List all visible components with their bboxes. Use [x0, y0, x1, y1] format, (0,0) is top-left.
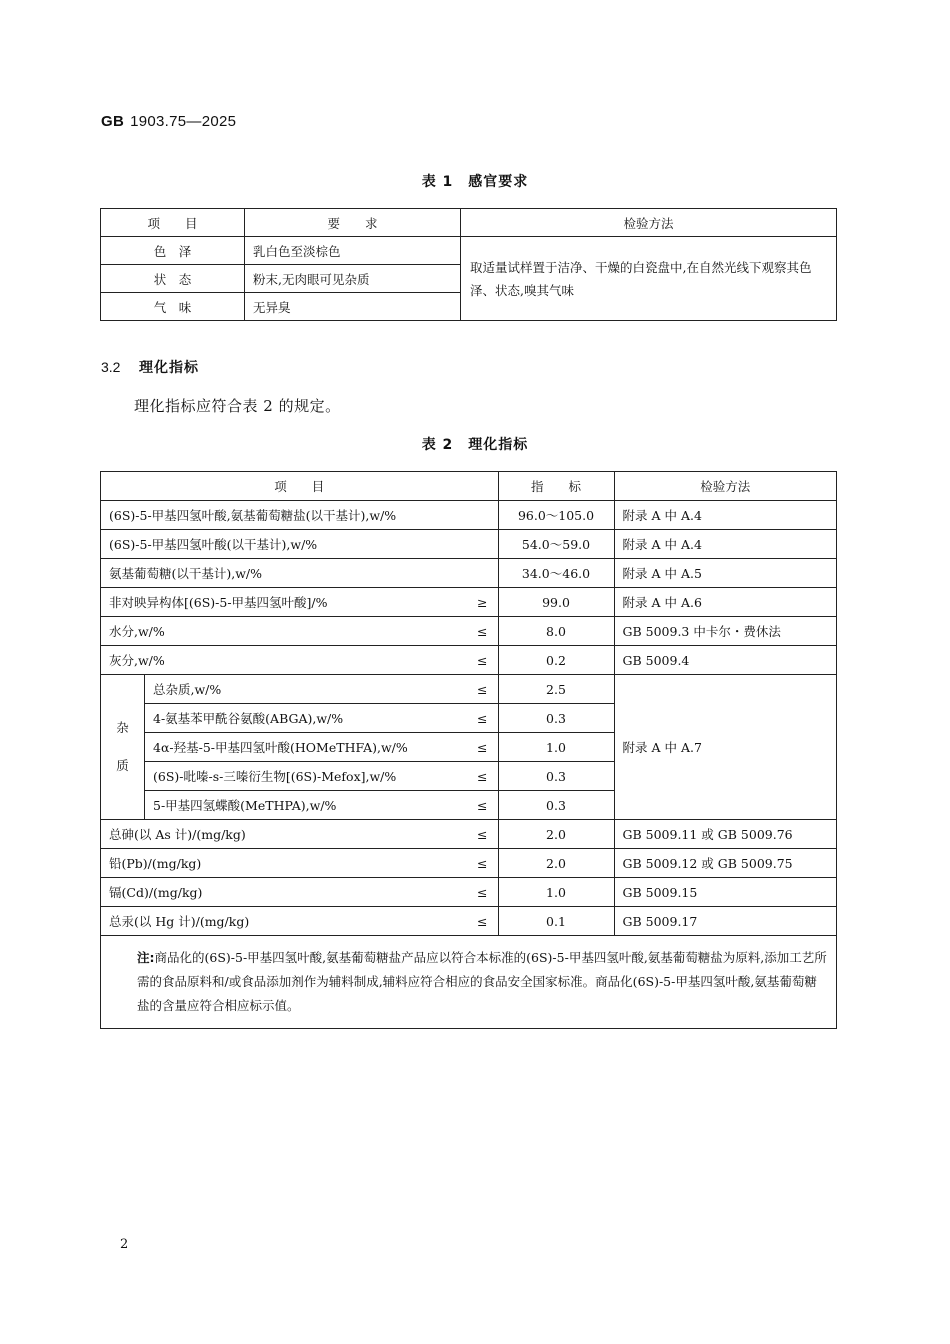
header-method: 检验方法	[614, 472, 837, 501]
note-label: 注:	[137, 950, 155, 965]
comparison-symbol: ≤	[464, 849, 499, 878]
comparison-symbol: ≤	[464, 907, 499, 936]
body-paragraph: 理化指标应符合表 2 的规定。	[134, 397, 341, 415]
comparison-symbol: ≤	[464, 675, 499, 704]
table-row	[101, 878, 837, 907]
row-item: 灰分,w/%	[101, 646, 464, 675]
note-text: 商品化的(6S)-5-甲基四氢叶酸,氨基葡萄糖盐产品应以符合本标准的(6S)-5-甲基四氢叶酸,氨基葡萄糖盐为原料,添加工艺所需的食品原料和/或食品添加剂作为辅料制成,辅料应符合相应的食品安全国家标准。商品化(6S)-5-甲基四氢叶酸,氨基葡萄糖盐的含量应符合相应标示值。	[137, 950, 827, 1013]
row-item: 镉(Cd)/(mg/kg)	[101, 878, 464, 907]
row-requirement: 无异臭	[245, 293, 461, 321]
row-value: 0.3	[498, 762, 614, 791]
section-heading	[101, 357, 199, 377]
header-item: 项 目	[101, 209, 245, 237]
comparison-symbol: ≤	[464, 617, 499, 646]
comparison-symbol: ≤	[464, 704, 499, 733]
table-row	[101, 588, 837, 617]
row-method: GB 5009.3 中卡尔・费休法	[614, 617, 837, 646]
row-item: 总汞(以 Hg 计)/(mg/kg)	[101, 907, 464, 936]
comparison-symbol: ≤	[464, 733, 499, 762]
table2-caption: 表 2 理化指标	[421, 437, 529, 453]
impurity-label-top: 杂	[116, 720, 129, 735]
row-value: 54.0～59.0	[498, 530, 614, 559]
document-header	[101, 113, 236, 130]
row-method: GB 5009.17	[614, 907, 837, 936]
row-item: 气 味	[101, 293, 245, 321]
row-item: 铅(Pb)/(mg/kg)	[101, 849, 464, 878]
page-number: 2	[120, 1237, 129, 1252]
comparison-symbol: ≥	[464, 588, 499, 617]
row-value: 34.0～46.0	[498, 559, 614, 588]
row-item: 4α-羟基-5-甲基四氢叶酸(HOMeTHFA),w/%	[145, 733, 464, 762]
row-item: 氨基葡萄糖(以干基计),w/%	[101, 559, 499, 588]
row-method: GB 5009.4	[614, 646, 837, 675]
row-item: 非对映异构体[(6S)-5-甲基四氢叶酸]/%	[101, 588, 464, 617]
row-value: 0.2	[498, 646, 614, 675]
table-note-row	[101, 936, 837, 1029]
row-method: 附录 A 中 A.6	[614, 588, 837, 617]
row-value: 96.0～105.0	[498, 501, 614, 530]
impurity-group-label	[101, 675, 145, 820]
table-row	[101, 530, 837, 559]
header-method: 检验方法	[461, 209, 837, 237]
table-row	[101, 617, 837, 646]
table-row	[101, 907, 837, 936]
row-value: 2.0	[498, 820, 614, 849]
header-index: 指 标	[498, 472, 614, 501]
row-item: 色 泽	[101, 237, 245, 265]
row-item: (6S)-5-甲基四氢叶酸,氨基葡萄糖盐(以干基计),w/%	[101, 501, 499, 530]
row-value: 2.5	[498, 675, 614, 704]
row-method: 附录 A 中 A.4	[614, 501, 837, 530]
standard-prefix: GB	[101, 113, 125, 130]
row-method: 附录 A 中 A.5	[614, 559, 837, 588]
row-method: GB 5009.11 或 GB 5009.76	[614, 820, 837, 849]
row-value: 99.0	[498, 588, 614, 617]
row-value: 0.3	[498, 791, 614, 820]
table-note	[101, 936, 837, 1029]
row-value: 1.0	[498, 878, 614, 907]
table-row	[101, 559, 837, 588]
table-row	[101, 646, 837, 675]
table-row	[101, 675, 837, 704]
row-value: 0.3	[498, 704, 614, 733]
table-header-row	[101, 209, 837, 237]
section-title: 理化指标	[139, 360, 199, 376]
row-item: 4-氨基苯甲酰谷氨酸(ABGA),w/%	[145, 704, 464, 733]
row-item: 状 态	[101, 265, 245, 293]
table-row	[101, 237, 837, 265]
physicochemical-table	[100, 471, 837, 1029]
row-requirement: 乳白色至淡棕色	[245, 237, 461, 265]
table-header-row	[101, 472, 837, 501]
standard-code: 1903.75—2025	[130, 113, 237, 130]
table-row	[101, 849, 837, 878]
row-method: GB 5009.12 或 GB 5009.75	[614, 849, 837, 878]
row-item: 总砷(以 As 计)/(mg/kg)	[101, 820, 464, 849]
comparison-symbol: ≤	[464, 878, 499, 907]
row-value: 2.0	[498, 849, 614, 878]
row-item: (6S)-吡嗪-s-三嗪衍生物[(6S)-Mefox],w/%	[145, 762, 464, 791]
row-item: 5-甲基四氢蝶酸(MeTHPA),w/%	[145, 791, 464, 820]
row-item: 水分,w/%	[101, 617, 464, 646]
row-method: 附录 A 中 A.4	[614, 530, 837, 559]
comparison-symbol: ≤	[464, 820, 499, 849]
row-method: GB 5009.15	[614, 878, 837, 907]
header-item: 项 目	[101, 472, 499, 501]
row-item: (6S)-5-甲基四氢叶酸(以干基计),w/%	[101, 530, 499, 559]
row-value: 8.0	[498, 617, 614, 646]
header-requirement: 要 求	[245, 209, 461, 237]
comparison-symbol: ≤	[464, 791, 499, 820]
comparison-symbol: ≤	[464, 646, 499, 675]
table1-caption: 表 1 感官要求	[421, 174, 529, 190]
impurity-method: 附录 A 中 A.7	[614, 675, 837, 820]
row-value: 1.0	[498, 733, 614, 762]
row-item: 总杂质,w/%	[145, 675, 464, 704]
table-row	[101, 820, 837, 849]
sensory-method: 取适量试样置于洁净、干燥的白瓷盘中,在自然光线下观察其色泽、状态,嗅其气味	[461, 237, 837, 321]
comparison-symbol: ≤	[464, 762, 499, 791]
row-requirement: 粉末,无肉眼可见杂质	[245, 265, 461, 293]
row-value: 0.1	[498, 907, 614, 936]
table-row	[101, 501, 837, 530]
section-number: 3.2	[101, 359, 121, 375]
sensory-table	[100, 208, 837, 321]
impurity-label-bottom: 质	[116, 758, 129, 773]
